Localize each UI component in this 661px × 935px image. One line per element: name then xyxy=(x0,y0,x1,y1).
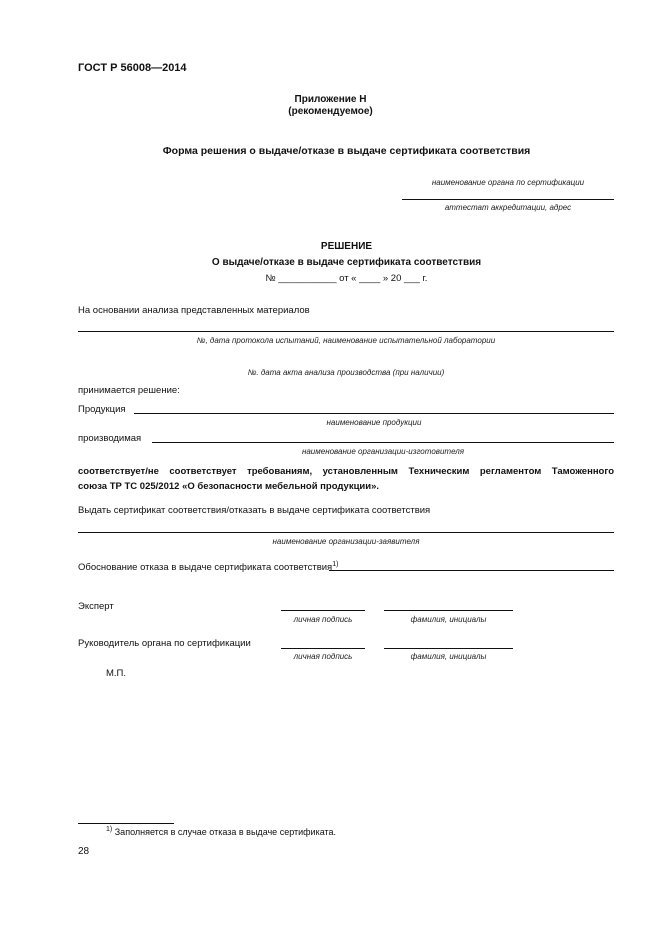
product-caption: наименование продукции xyxy=(326,418,422,427)
footnote-mark: 1) xyxy=(106,826,113,833)
basis-text: На основании анализа представленных материалов xyxy=(78,305,310,316)
form-title: Форма решения о выдаче/отказе в выдаче сертификата соответствия xyxy=(162,145,531,157)
authority-name-caption: наименование органа по сертификации xyxy=(431,178,585,187)
product-line xyxy=(134,413,614,414)
protocol-caption: №, дата протокола испытаний, наименование испытательной лаборатории xyxy=(196,336,496,345)
decision-number-line: № ___________ от « ____ » 20 ___ г. xyxy=(265,273,428,284)
compliance-line-2: союза ТР ТС 025/2012 «О безопасности мебельной продукции». xyxy=(78,481,380,492)
footnote xyxy=(106,826,336,837)
accreditation-line xyxy=(402,199,614,200)
refusal-footnote-mark: 1) xyxy=(332,561,339,568)
decision-heading: РЕШЕНИЕ xyxy=(320,241,373,252)
accreditation-caption: аттестат аккредитации, адрес xyxy=(444,203,572,212)
manufacturer-caption: наименование организации-изготовителя xyxy=(301,447,465,456)
head-label: Руководитель органа по сертификации xyxy=(78,638,251,649)
refusal-line xyxy=(329,570,614,571)
expert-signature-line xyxy=(281,610,365,611)
footnote-text: Заполняется в случае отказа в выдаче сертификата. xyxy=(114,827,337,837)
head-signature-caption: личная подпись xyxy=(293,652,353,661)
compliance-line-1: соответствует/не соответствует требованиям, установленным Техническим регламентом Таможенного xyxy=(78,466,614,477)
applicant-line xyxy=(78,532,614,533)
manufacturer-line xyxy=(152,442,614,443)
head-signature-line xyxy=(281,648,365,649)
expert-name-caption: фамилия, инициалы xyxy=(410,615,487,624)
act-caption: №. дата акта анализа производства (при наличии) xyxy=(247,368,445,377)
page-number: 28 xyxy=(78,846,90,857)
expert-signature-caption: личная подпись xyxy=(293,615,353,624)
head-name-caption: фамилия, инициалы xyxy=(410,652,487,661)
manufacturer-label: производимая xyxy=(78,433,142,444)
product-label: Продукция xyxy=(78,404,126,415)
appendix-subtitle: (рекомендуемое) xyxy=(288,106,373,117)
appendix-title: Приложение Н xyxy=(294,94,367,105)
decision-subheading: О выдаче/отказе в выдаче сертификата соответствия xyxy=(211,257,482,268)
protocol-line xyxy=(78,331,614,332)
refusal-label: Обоснование отказа в выдаче сертификата соответствия xyxy=(78,562,333,574)
expert-label: Эксперт xyxy=(78,601,114,612)
applicant-caption: наименование организации-заявителя xyxy=(272,537,420,546)
expert-name-line xyxy=(384,610,513,611)
footnote-divider xyxy=(78,823,174,824)
issue-text: Выдать сертификат соответствия/отказать в выдаче сертификата соответствия xyxy=(78,505,431,516)
head-name-line xyxy=(384,648,513,649)
stamp-label: М.П. xyxy=(106,668,127,679)
decision-taken: принимается решение: xyxy=(78,385,180,396)
standard-number: ГОСТ Р 56008—2014 xyxy=(78,62,187,74)
refusal-text xyxy=(78,561,338,573)
